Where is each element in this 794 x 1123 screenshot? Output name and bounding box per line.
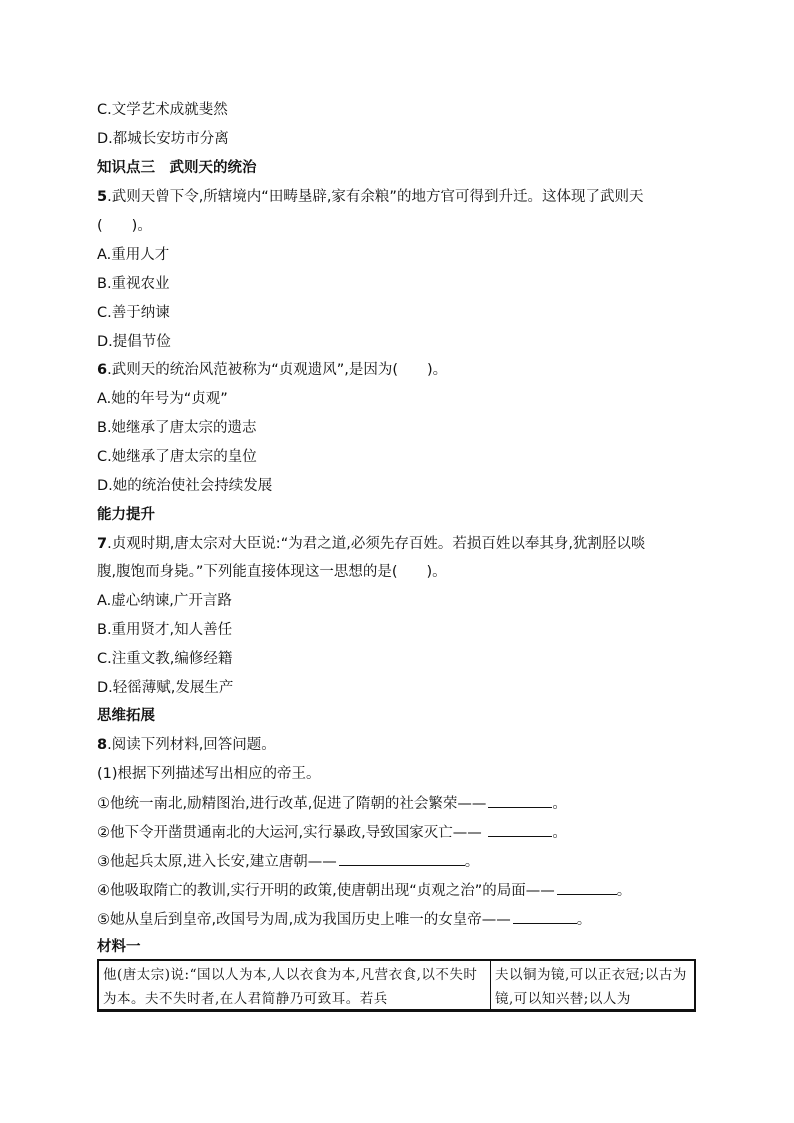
question-5-paren: ( )。 [97,218,152,234]
period: 。 [552,825,567,841]
q7-option-c: C.注重文教,编修经籍 [97,651,233,667]
answer-blank[interactable] [488,822,552,837]
q4-option-d: D.都城长安坊市分离 [97,131,229,147]
question-5-text: .武则天曾下令,所辖境内“田畴垦辟,家有余粮”的地方官可得到升迁。这体现了武则天 [107,189,644,205]
question-8 [97,735,276,755]
q8-item-2-text: ②他下令开凿贯通南北的大运河,实行暴政,导致国家灭亡—— [97,825,487,841]
period: 。 [464,854,480,870]
q6-option-a: A.她的年号为“贞观” [97,391,228,407]
q7-option-b: B.重用贤才,知人善任 [97,622,233,638]
q6-option-d: D.她的统治使社会持续发展 [97,478,273,494]
q7-option-d: D.轻徭薄赋,发展生产 [97,680,234,696]
q8-item-1-text: ①他统一南北,励精图治,进行改革,促进了隋朝的社会繁荣—— [97,796,487,812]
q8-item-4-text: ④他吸取隋亡的教训,实行开明的政策,使唐朝出现“贞观之治”的局面—— [97,883,555,899]
q6-option-c: C.她继承了唐太宗的皇位 [97,449,257,465]
q8-item-5-text: ⑤她从皇后到皇帝,改国号为周,成为我国历史上唯一的女皇帝—— [97,912,511,928]
material-1-right-cell: 夫以铜为镜,可以正衣冠;以古为镜,可以知兴替;以人为 [495,967,687,1007]
question-7-text-1: .贞观时期,唐太宗对大臣说:“为君之道,必须先存百姓。若损百姓以奉其身,犹割胫以啖 [107,536,646,552]
q8-item-4 [97,880,631,901]
question-5 [97,187,643,207]
section-heading-thinking: 思维拓展 [97,708,155,724]
period: 。 [616,883,632,899]
q8-item-1 [97,793,567,814]
question-6-number: 6 [97,362,108,378]
q6-option-b: B.她继承了唐太宗的遗志 [97,420,257,436]
period: 。 [552,796,567,812]
question-6 [97,360,447,380]
section-heading-ability: 能力提升 [97,507,155,523]
q5-option-b: B.重视农业 [97,276,170,292]
answer-blank[interactable] [557,880,617,895]
q4-option-c: C.文学艺术成就斐然 [97,102,228,118]
question-6-text: .武则天的统治风范被称为“贞观遗风”,是因为( )。 [107,362,448,378]
q8-item-5 [97,909,591,930]
material-1-table [97,959,696,1012]
material-1-label: 材料一 [97,939,141,955]
q5-option-a: A.重用人才 [97,247,170,263]
section-heading-knowledge-3: 知识点三 武则天的统治 [97,160,257,176]
answer-blank[interactable] [339,851,465,866]
q8-item-2 [97,822,567,843]
question-8-text: .阅读下列材料,回答问题。 [107,737,276,753]
question-7 [97,534,645,554]
question-7-text-2: 腹,腹饱而身毙。”下列能直接体现这一思想的是( )。 [97,564,447,580]
period: 。 [576,912,592,928]
q8-item-3-text: ③他起兵太原,进入长安,建立唐朝—— [97,854,337,870]
q7-option-a: A.虚心纳谏,广开言路 [97,593,232,609]
material-1-left-cell: 他(唐太宗)说:“国以人为本,人以衣食为本,凡营衣食,以不失时为本。夫不失时者,在人君简静乃可致耳。若兵 [99,961,491,1009]
question-8-sub-1: (1)根据下列描述写出相应的帝王。 [97,766,321,782]
answer-blank[interactable] [513,909,577,924]
q5-option-d: D.提倡节俭 [97,334,171,350]
answer-blank[interactable] [488,793,552,808]
q5-option-c: C.善于纳谏 [97,305,170,321]
question-7-number: 7 [97,536,108,552]
q8-item-3 [97,851,479,872]
question-5-number: 5 [97,189,108,205]
question-8-number: 8 [97,737,108,753]
